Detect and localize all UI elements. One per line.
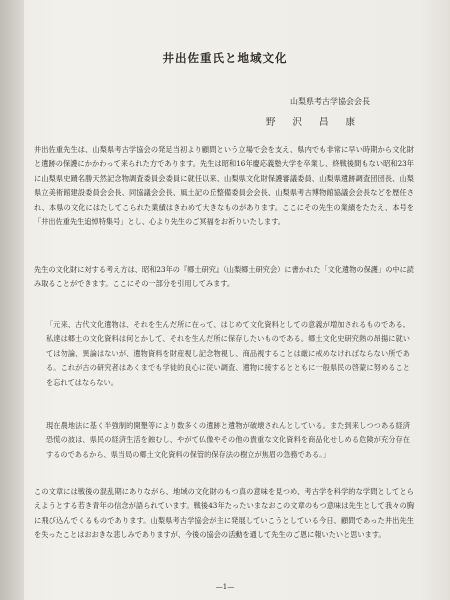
author-organization: 山梨県考古学協会会長	[290, 97, 370, 106]
author-name: 野 沢 昌 康	[265, 117, 362, 128]
page-number: —1—	[215, 583, 235, 591]
binding-gutter	[0, 0, 24, 600]
quote-paragraph-2: 現在農地法に基く半強制的開墾等により数多くの遺跡と遺物が破壊されんとしている。また到来しつつある経済恐慌の波は、県民の経済生活を蝕むし、やがて仏像やその他の貴重な文化資料を商品化せしめる危険が充分存在するのであるから、県当局の郷土文化資料の保管的保存法の樹立が焦眉の急務である。」	[46, 421, 410, 459]
quote-paragraph-1: 「元来、古代文化遺物は、それを生んだ所に在って、はじめて文化資料としての意義が増加されるものである。私達は郷土の文化資料は何とかして、それを生んだ所に保存したいものである。郷土文化史研究熱の昂揚に就いては勿論、異論はないが、遺物資料を財産視し記念物視し、商品視することは厳に戒めなければならない所である。これが古の研究者はあくまでも学徒的良心に従い調査、遺物に接するとともに一般県民の啓蒙に努めることを忘れてはならない。	[46, 320, 410, 387]
article-title: 井出佐重氏と地域文化	[162, 51, 288, 65]
paragraph-closing: この文章には戦後の混乱期にありながら、地域の文化財のもつ真の意味を見つめ、考古学を科学的な学問としてとらえようとする若き青年の信念が語られています。戦後43年たったいまなおこの文章のもつ意味は先生として我々の胸に飛び込んでくるものであります。山梨県考古学協会が主に発展していこうとしている今日、顧問であった井出先生を失ったことはおおきな悲しみでありますが、今後の協会の活動を通して先生のご恩に報いたいと思います。	[34, 487, 414, 540]
paragraph-views: 先生の文化財に対する考え方は、昭和23年の『郷土研究』（山梨郷土研究会）に書かれた「文化遺物の保護」の中に読み取ることができます。ここにその一部分を引用してみます。	[34, 265, 414, 289]
paragraph-intro: 井出佐重先生は、山梨県考古学協会の発足当初より顧問という立場で会を支え、県内でも非常に早い時期から文化財と遺跡の保護にかかわって来られた方であります。先生は昭和16年慶応義塾大学を卒業し、終戦後間もない昭和23年に山梨県史蹟名勝天然記念物調査委員会委員に就任以来、山梨県文化財保護審議委員、山梨県遺跡調査団団長、山梨県立美術館建設委員会会長、同協議会会長、風土記の丘整備委員会会長、山梨県考古博物館協議会会長などを歴任され、本県の文化にはたしてこられた業績はきわめて大きなものがあります。ここにその先生の業績をたたえ、本号を「井出佐重先生追悼特集号」とし、心より先生のご冥福をお祈りいたします。	[34, 145, 414, 227]
